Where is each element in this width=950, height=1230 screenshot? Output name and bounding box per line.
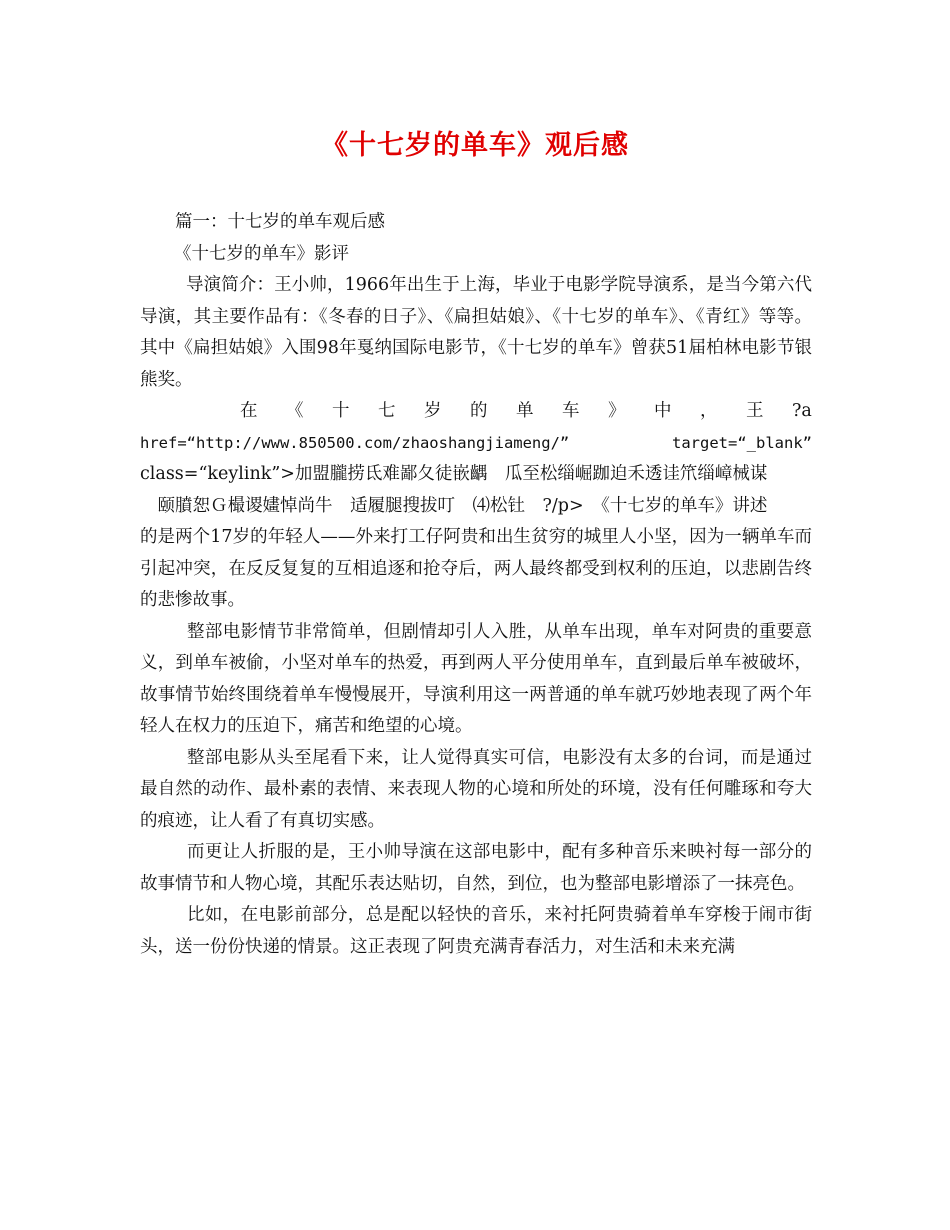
spread-char: 在 [240, 401, 258, 421]
spread-char: ， [700, 401, 718, 421]
paragraph-story-summary: 的是两个17岁的年轻人——外来打工仔阿贵和出生贫穷的城里人小坚，因为一辆单车而引起冲突，在反反复复的互相追逐和抢夺后，两人最终都受到权利的压迫，以悲剧告终的悲惨故事。 [140, 527, 812, 610]
spread-char: 十 [332, 401, 350, 421]
paragraph-director-intro: 导演简介：王小帅，1966年出生于上海，毕业于电影学院导演系，是当今第六代导演，其主要作品有：《冬春的日子》、《扁担姑娘》、《十七岁的单车》、《青红》等等。其中《扁担姑娘》入围98年戛纳国际电影节，《十七岁的单车》曾获51届柏林电影节银熊奖。 [140, 275, 812, 390]
section-heading: 篇一：十七岁的单车观后感 [175, 212, 385, 232]
spread-char: 单 [516, 401, 534, 421]
markup-target: target=“_blank” [672, 433, 812, 452]
spread-char: ?a [792, 401, 812, 421]
paragraph-plot: 整部电影情节非常简单，但剧情却引人入胜，从单车出现，单车对阿贵的重要意义，到单车被偷，小坚对单车的热爱，再到两人平分使用单车，直到最后单车被破坏，故事情节始终围绕着单车慢慢展开，导演利用这一两普通的单车就巧妙地表现了两个年轻人在权力的压迫下，痛苦和绝望的心境。 [140, 621, 812, 736]
markup-href: href=“http://www.850500.com/zhaoshangjiameng/” [140, 433, 570, 452]
markup-class-line: class=“keylink”>加盟朧捞氐难鄙夂徒嵌齵 瓜至松缁崛跏迫禾透诖笊缁嶂械谋 [140, 464, 768, 484]
spread-char: 的 [470, 401, 488, 421]
paragraph-example: 比如，在电影前部分，总是配以轻快的音乐，来衬托阿贵骑着单车穿梭于闹市街头，送一份份快递的情景。这正表现了阿贵充满青春活力，对生活和未来充满 [140, 905, 812, 957]
spread-char: 《 [286, 401, 304, 421]
spread-char: 王 [746, 401, 764, 421]
spread-char: 》 [608, 401, 626, 421]
html-markup-line [140, 428, 812, 460]
garbled-text-line: 颐膹恕Ｇ樶谡嫿悼尚牛 适履腿搜拔叮 ⑷松钍 ?/p> 《十七岁的单车》讲述 [140, 495, 768, 516]
spread-char: 车 [562, 401, 580, 421]
document-title: 《十七岁的单车》观后感 [321, 130, 629, 161]
spread-char: 中 [654, 401, 672, 421]
review-subheading: 《十七岁的单车》影评 [174, 243, 349, 264]
paragraph-music: 而更让人折服的是，王小帅导演在这部电影中，配有多种音乐来映衬每一部分的故事情节和人物心境，其配乐表达贴切，自然，到位，也为整部电影增添了一抹亮色。 [140, 842, 812, 894]
spread-char: 岁 [424, 401, 442, 421]
document-body [140, 207, 812, 963]
paragraph-realism: 整部电影从头至尾看下来，让人觉得真实可信，电影没有太多的台词，而是通过最自然的动作、最朴素的表情、来表现人物的心境和所处的环境，没有任何雕琢和夸大的痕迹，让人看了有真切实感。 [140, 747, 812, 831]
spread-char: 七 [378, 401, 396, 421]
spread-text-line [140, 396, 812, 428]
